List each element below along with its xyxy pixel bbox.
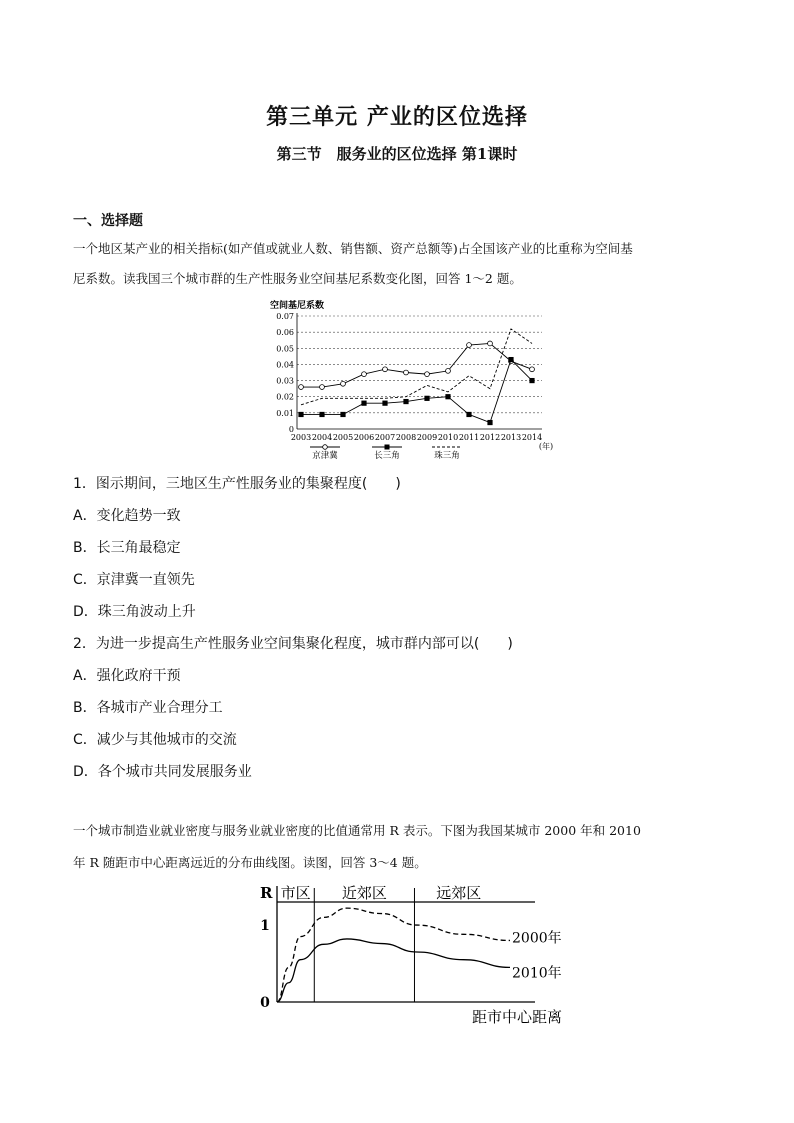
data-point — [403, 399, 408, 404]
zone-label: 近郊区 — [341, 884, 387, 902]
y-tick-label: 0.01 — [276, 408, 294, 418]
question-1-option-b: B．长三角最稳定 — [73, 540, 181, 556]
question-2-option-b: B．各城市产业合理分工 — [73, 700, 223, 716]
zone-label: 远郊区 — [436, 884, 482, 902]
legend-label: 珠三角 — [434, 451, 460, 461]
page-title: 第三单元 产业的区位选择 — [266, 104, 528, 130]
x-tick-label: 2003 — [290, 433, 312, 442]
gini-line-chart — [260, 296, 560, 464]
series-label: 2000年 — [512, 930, 562, 947]
question-1-stem: 1．图示期间，三地区生产性服务业的集聚程度( ) — [73, 476, 401, 492]
intro2-line1: 一个城市制造业就业密度与服务业就业密度的比值通常用 R 表示。下图为我国某城市 2000 年和 2010 — [73, 823, 641, 838]
question-1-option-c: C．京津冀一直领先 — [73, 572, 195, 588]
data-point — [340, 412, 345, 417]
legend-marker — [323, 445, 328, 450]
data-point — [467, 343, 472, 348]
data-point — [508, 357, 513, 362]
data-point — [425, 372, 430, 377]
x-tick-label: 2007 — [374, 433, 396, 442]
y-tick-label: 0.04 — [276, 360, 294, 370]
y-tick-label: 0.02 — [276, 392, 294, 402]
data-point — [487, 420, 492, 425]
y-axis-label: R — [260, 884, 273, 902]
question-2-option-d: D．各个城市共同发展服务业 — [73, 764, 252, 780]
y-tick-label: 1 — [260, 918, 270, 935]
data-point — [530, 367, 535, 372]
data-point — [383, 367, 388, 372]
y-tick-label: 0.05 — [276, 344, 294, 354]
legend-label: 京津冀 — [312, 451, 338, 461]
x-tick-label: 2012 — [479, 433, 501, 442]
data-point — [424, 396, 429, 401]
data-point — [320, 385, 325, 390]
data-point — [298, 412, 303, 417]
y-axis-label: 空间基尼系数 — [270, 301, 325, 311]
x-tick-label: 2006 — [353, 433, 375, 442]
y-tick-label: 0 — [288, 425, 294, 434]
data-point — [488, 341, 493, 346]
data-point — [404, 370, 409, 375]
x-tick-label: 2004 — [311, 433, 333, 442]
intro1-line1: 一个地区某产业的相关指标(如产值或就业人数、销售额、资产总额等)占全国该产业的比重称为空间基 — [73, 241, 633, 256]
x-tick-label: 2010 — [437, 433, 459, 442]
y-tick-label: 0.03 — [276, 376, 294, 386]
data-point — [362, 372, 367, 377]
question-1-option-a: A．变化趋势一致 — [73, 508, 181, 524]
data-point — [529, 378, 534, 383]
zone-label: 市区 — [280, 884, 311, 902]
x-tick-label: 2011 — [458, 433, 480, 442]
series-curve-1 — [277, 939, 510, 1002]
y-tick-label: 0.07 — [276, 312, 294, 321]
series-line-2 — [301, 329, 532, 405]
x-tick-label: 2013 — [500, 433, 522, 442]
data-point — [466, 412, 471, 417]
data-point — [299, 385, 304, 390]
x-tick-label: 2009 — [416, 433, 438, 442]
section-heading: 一、选择题 — [73, 213, 143, 229]
r-distribution-chart — [255, 880, 575, 1030]
y-tick-label: 0 — [260, 995, 270, 1011]
data-point — [446, 368, 451, 373]
question-2-stem: 2．为进一步提高生产性服务业空间集聚化程度，城市群内部可以( ) — [73, 636, 513, 652]
y-tick-label: 0.06 — [276, 328, 294, 338]
data-point — [341, 381, 346, 386]
page-subtitle: 第三节 服务业的区位选择 第1课时 — [276, 145, 518, 163]
data-point — [361, 401, 366, 406]
question-2-option-a: A．强化政府干预 — [73, 668, 181, 684]
legend-label: 长三角 — [374, 451, 400, 461]
x-tick-label: 2008 — [395, 433, 417, 442]
x-tick-label: 2014 — [521, 433, 543, 442]
data-point — [319, 412, 324, 417]
series-label: 2010年 — [512, 965, 562, 982]
legend-marker — [385, 445, 390, 450]
intro1-line2: 尼系数。读我国三个城市群的生产性服务业空间基尼系数变化图，回答 1～2 题。 — [73, 271, 522, 286]
question-2-option-c: C．减少与其他城市的交流 — [73, 732, 237, 748]
series-curve-0 — [277, 908, 510, 1002]
x-axis-label: 距市中心距离 — [471, 1008, 562, 1026]
x-axis-label: (年) — [538, 442, 554, 451]
x-tick-label: 2005 — [332, 433, 354, 442]
data-point — [382, 401, 387, 406]
question-1-option-d: D．珠三角波动上升 — [73, 604, 196, 620]
data-point — [445, 394, 450, 399]
intro2-line2: 年 R 随距市中心距离远近的分布曲线图。读图，回答 3～4 题。 — [73, 855, 427, 870]
